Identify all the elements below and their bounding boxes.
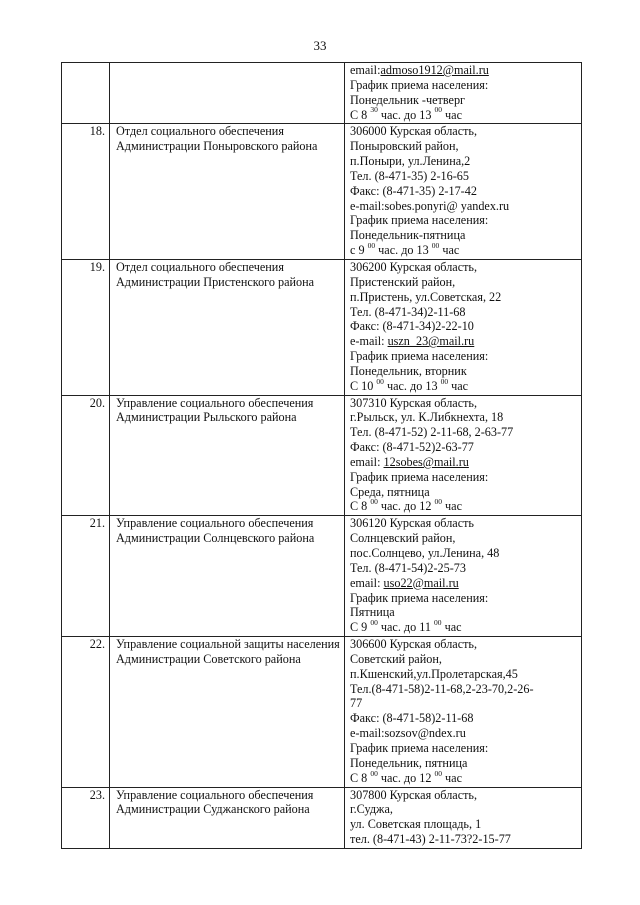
schedule-time: С 10 $^{00}$ час. до 13 $^{00}$ час: [350, 376, 469, 393]
contacts-table: [61, 62, 582, 849]
row-number: 21.: [62, 516, 110, 637]
contact-line: Советский район,: [350, 651, 442, 666]
table-row: [62, 395, 582, 516]
row-number: 22.: [62, 637, 110, 787]
contact-line: г.Рыльск, ул. К.Либкнехта, 18: [350, 410, 504, 425]
schedule-days: Понедельник -четверг: [350, 92, 466, 107]
contact-line: тел. (8-471-43) 2-11-73?2-15-77: [350, 832, 511, 847]
contact-line: Факс: (8-471-52)2-63-77: [350, 440, 474, 455]
contact-details: [345, 259, 582, 395]
contact-line: п.Кшенский,ул.Пролетарская,45: [350, 666, 518, 681]
schedule-time: с 9 $^{00}$ час. до 13 $^{00}$ час: [350, 241, 460, 258]
contact-line: 306000 Курская область,: [350, 124, 478, 139]
organization-name: Управление социальной защиты населения Администрации Советского района: [110, 637, 345, 787]
organization-name: Отдел социального обеспечения Администрации Пристенского района: [110, 259, 345, 395]
schedule-time: С 9 $^{00}$ час. до 11 $^{00}$ час: [350, 618, 462, 635]
row-number: 23.: [62, 787, 110, 848]
table-row: [62, 63, 582, 124]
contact-line: График приема населения:: [350, 469, 489, 484]
contact-line: 77: [350, 696, 363, 711]
email-line: email: 12sobes@mail.ru: [350, 454, 469, 469]
organization-name: Управление социального обеспечения Администрации Суджанского района: [110, 787, 345, 848]
email-line: e-mail: uszn_23@mail.ru: [350, 334, 475, 349]
contact-details: [345, 395, 582, 516]
contact-line: Факс: (8-471-58)2-11-68: [350, 711, 474, 726]
contact-line: График приема населения:: [350, 213, 489, 228]
contact-line: Понедельник, вторник: [350, 363, 467, 378]
contact-line: e-mail:sozsov@ndex.ru: [350, 726, 466, 741]
schedule-time: С 8 $^{30}$ час. до 13 $^{00}$ час: [350, 105, 462, 122]
contact-details: [345, 124, 582, 260]
schedule-time: С 8 $^{00}$ час. до 12 $^{00}$ час: [350, 497, 462, 514]
contact-line: 307310 Курская область,: [350, 395, 478, 410]
contact-line: г.Суджа,: [350, 802, 393, 817]
email-link[interactable]: uszn_23@mail.ru: [387, 334, 475, 349]
table-row: [62, 787, 582, 848]
contact-details: [345, 516, 582, 637]
row-number: 19.: [62, 259, 110, 395]
contact-line: Среда, пятница: [350, 484, 430, 499]
row-number: 18.: [62, 124, 110, 260]
contact-line: e-mail:sobes.ponyri@ yandex.ru: [350, 198, 510, 213]
contact-line: Понедельник-пятница: [350, 228, 466, 243]
row-number: [62, 63, 110, 124]
contact-line: ул. Советская площадь, 1: [350, 817, 482, 832]
contact-line: п.Поныри, ул.Ленина,2: [350, 154, 471, 169]
organization-name: Управление социального обеспечения Администрации Солнцевского района: [110, 516, 345, 637]
table-row: [62, 516, 582, 637]
contact-line: Тел.(8-471-58)2-11-68,2-23-70,2-26-: [350, 681, 534, 696]
contact-line: Солнцевский район,: [350, 531, 456, 546]
contact-line: Тел. (8-471-54)2-25-73: [350, 560, 466, 575]
schedule-title: График приема населения:: [350, 77, 489, 92]
contact-line: Пристенский район,: [350, 274, 456, 289]
email-line: email: uso22@mail.ru: [350, 575, 459, 590]
contact-line: График приема населения:: [350, 349, 489, 364]
email-line: email:admoso1912@mail.ru: [350, 63, 489, 77]
table-row: [62, 259, 582, 395]
contact-details: [345, 637, 582, 787]
contact-line: 307800 Курская область,: [350, 787, 478, 802]
row-number: 20.: [62, 395, 110, 516]
contact-line: Тел. (8-471-35) 2-16-65: [350, 168, 469, 183]
contact-line: Поныровский район,: [350, 139, 459, 154]
organization-name: Отдел социального обеспечения Администрации Поныровского района: [110, 124, 345, 260]
contact-line: График приема населения:: [350, 740, 489, 755]
contact-line: График приема населения:: [350, 590, 489, 605]
contact-line: Пятница: [350, 605, 395, 620]
contact-line: п.Пристень, ул.Советская, 22: [350, 289, 502, 304]
page-number: 33: [313, 38, 327, 53]
contact-line: Понедельник, пятница: [350, 755, 468, 770]
organization-name: Управление социального обеспечения Администрации Рыльского района: [110, 395, 345, 516]
organization-name: [110, 63, 345, 124]
contact-line: 306200 Курская область,: [350, 259, 478, 274]
contact-line: 306120 Курская область: [350, 516, 474, 531]
email-link[interactable]: admoso1912@mail.ru: [380, 63, 489, 77]
contact-line: Факс: (8-471-35) 2-17-42: [350, 183, 477, 198]
contact-line: 306600 Курская область,: [350, 637, 478, 652]
contact-details: [345, 787, 582, 848]
email-link[interactable]: 12sobes@mail.ru: [383, 454, 469, 469]
contact-line: Тел. (8-471-34)2-11-68: [350, 304, 466, 319]
contact-line: Факс: (8-471-34)2-22-10: [350, 319, 474, 334]
email-link[interactable]: uso22@mail.ru: [383, 575, 459, 590]
contact-line: пос.Солнцево, ул.Ленина, 48: [350, 546, 500, 560]
contact-details: [345, 63, 582, 124]
schedule-time: С 8 $^{00}$ час. до 12 $^{00}$ час: [350, 768, 462, 785]
table-row: [62, 637, 582, 787]
contact-line: Тел. (8-471-52) 2-11-68, 2-63-77: [350, 425, 514, 440]
table-row: [62, 124, 582, 260]
